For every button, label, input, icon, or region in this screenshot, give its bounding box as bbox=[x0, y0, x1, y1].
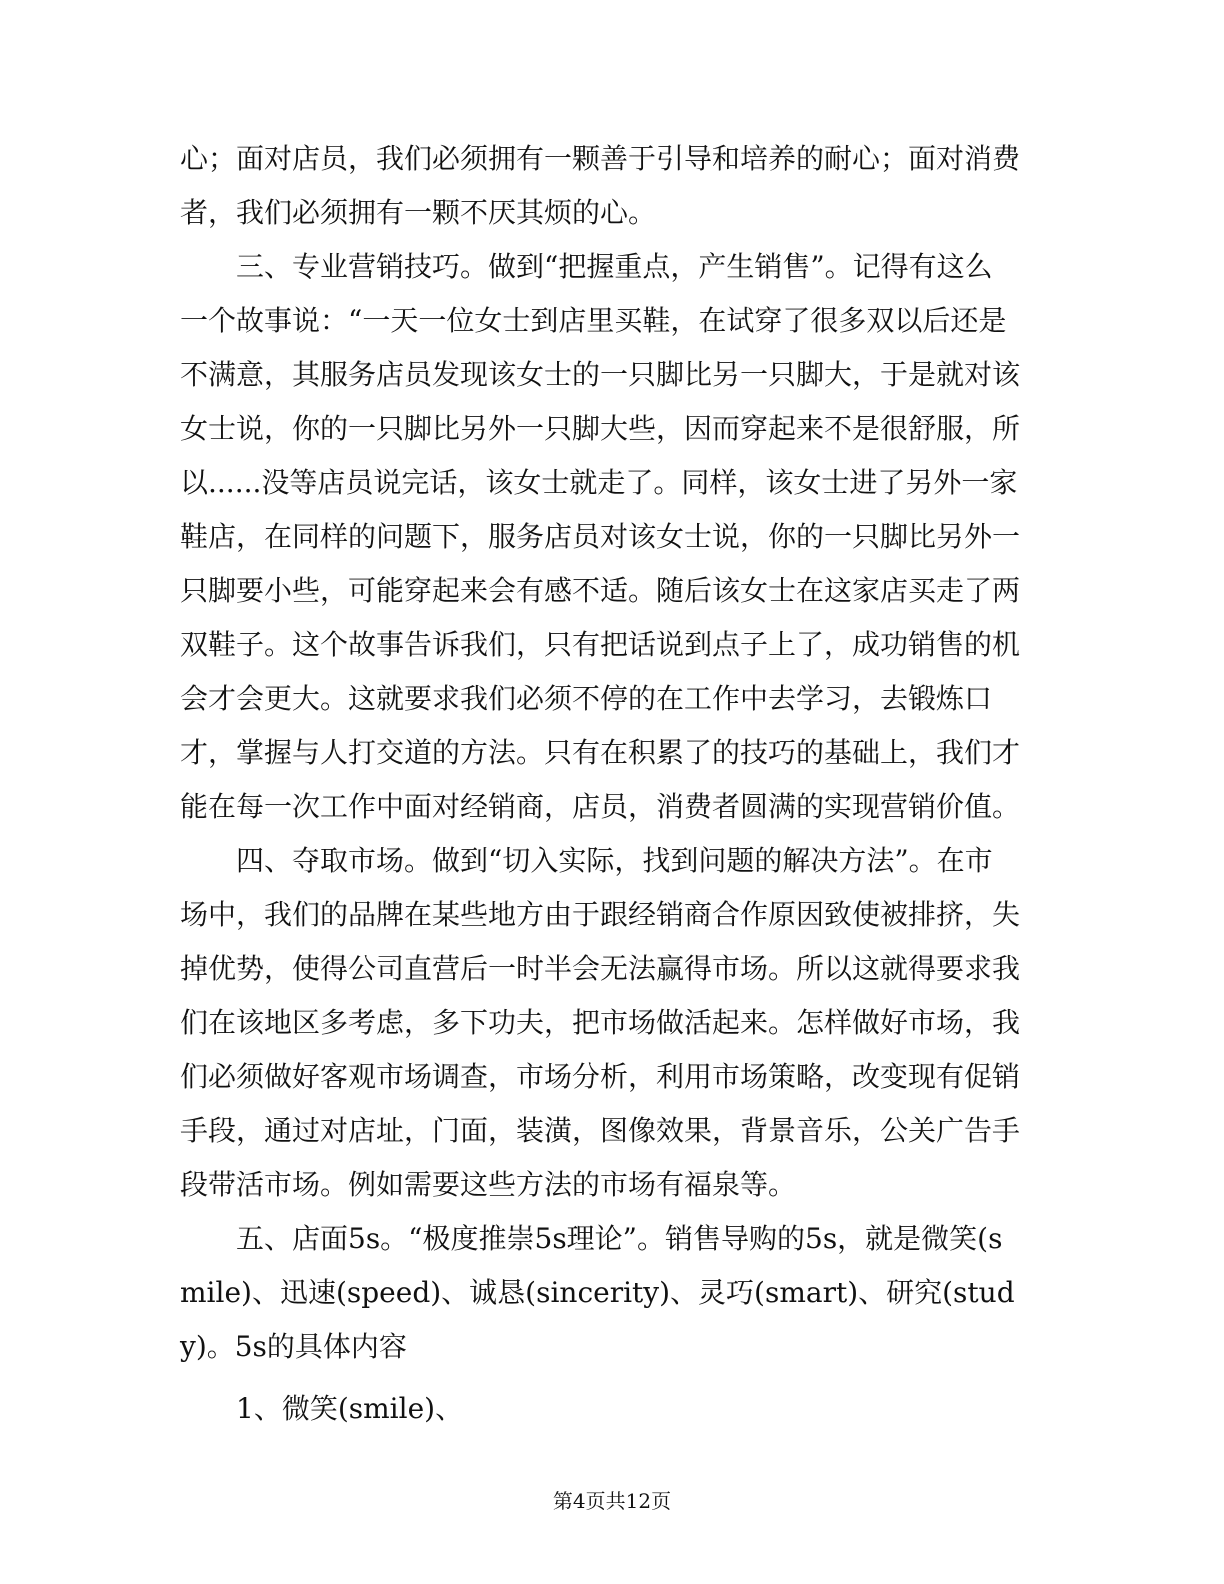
paragraph-continuation: 心；面对店员，我们必须拥有一颗善于引导和培养的耐心；面对消费者，我们必须拥有一颗不厌其烦的心。 bbox=[180, 142, 1021, 229]
paragraph-section-four: 四、夺取市场。做到“切入实际，找到问题的解决方法”。在市场中，我们的品牌在某些地方由于跟经销商合作原因致使被排挤，失掉优势，使得公司直营后一时半会无法赢得市场。所以这就得要求我们在该地区多考虑，多下功夫，把市场做活起来。怎样做好市场，我们必须做好客观市场调查，市场分析，利用市场策略，改变现有促销手段，通过对店址，门面，装潢，图像效果，背景音乐，公关广告手段带活市场。例如需要这些方法的市场有福泉等。 bbox=[180, 844, 1021, 1201]
paragraph-section-five: 五、店面5s。“极度推崇5s理论”。销售导购的5s，就是微笑(smile)、迅速(speed)、诚恳(sincerity)、灵巧(smart)、研究(study)。5s的具体内容 bbox=[180, 1222, 1015, 1363]
page-number-footer: 第4页共12页 bbox=[552, 1489, 672, 1513]
paragraph-section-three: 三、专业营销技巧。做到“把握重点，产生销售”。记得有这么一个故事说：“一天一位女士到店里买鞋，在试穿了很多双以后还是不满意，其服务店员发现该女士的一只脚比另一只脚大，于是就对该女士说，你的一只脚比另外一只脚大些，因而穿起来不是很舒服，所以......没等店员说完话，该女士就走了。同样，该女士进了另外一家鞋店，在同样的问题下，服务店员对该女士说，你的一只脚比另外一只脚要小些，可能穿起来会有感不适。随后该女士在这家店买走了两双鞋子。这个故事告诉我们，只有把话说到点子上了，成功销售的机会才会更大。这就要求我们必须不停的在工作中去学习，去锻炼口才，掌握与人打交道的方法。只有在积累了的技巧的基础上，我们才能在每一次工作中面对经销商，店员，消费者圆满的实现营销价值。 bbox=[180, 250, 1021, 823]
list-item-smile: 1、微笑(smile)、 bbox=[236, 1392, 464, 1425]
document-body bbox=[180, 132, 1020, 1436]
